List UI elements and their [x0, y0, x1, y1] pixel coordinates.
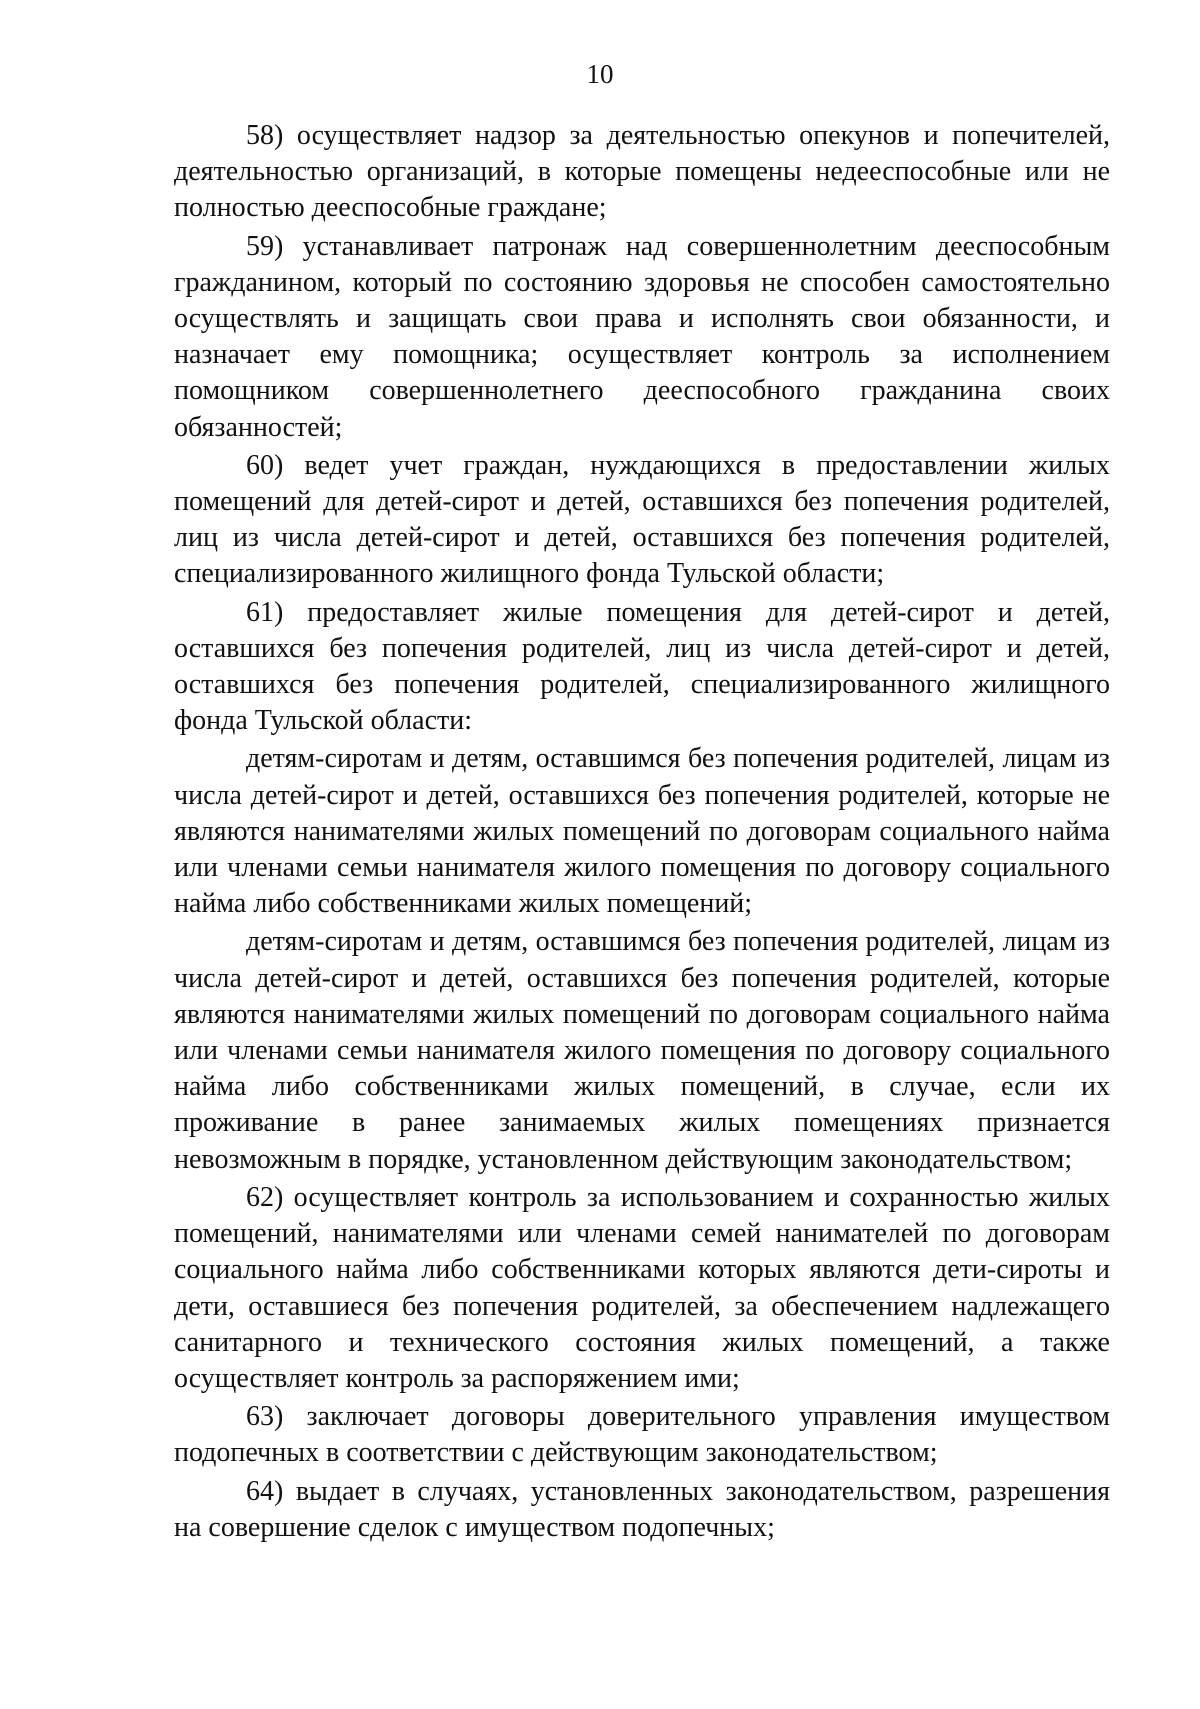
paragraph-63: 63) заключает договоры доверительного управления имуществом подопечных в соответствии с действующим законодательством; — [174, 1401, 1110, 1469]
paragraph-60: 60) ведет учет граждан, нуждающихся в предоставлении жилых помещений для детей-сирот и детей, оставшихся без попечения родителей, лиц из числа детей-сирот и детей, оставшихся без попечения родителей, специализированного жилищного фонда Тульской области; — [174, 449, 1110, 590]
paragraph-59: 59) устанавливает патронаж над совершеннолетним дееспособным гражданином, который по состоянию здоровья не способен самостоятельно осуществлять и защищать свои права и исполнять свои обязанности, и назначает ему помощника; осуществляет контроль за исполнением помощником совершеннолетнего дееспособного гражданина своих обязанностей; — [174, 230, 1110, 443]
paragraph-61-subitem-1: детям-сиротам и детям, оставшимся без попечения родителей, лицам из числа детей-сирот и детей, оставшихся без попечения родителей, которые не являются нанимателями жилых помещений по договорам социального найма или членами семьи нанимателя жилого помещения по договору социального найма либо собственниками жилых помещений; — [174, 743, 1110, 920]
paragraph-64: 64) выдает в случаях, установленных законодательством, разрешения на совершение сделок с имуществом подопечных; — [174, 1475, 1110, 1543]
paragraph-62: 62) осуществляет контроль за использованием и сохранностью жилых помещений, нанимателями или членами семей нанимателей по договорам социального найма либо собственниками которых являются дети-сироты и дети, оставшиеся без попечения родителей, за обеспечением надлежащего санитарного и технического состояния жилых помещений, а также осуществляет контроль за распоряжением ими; — [174, 1181, 1110, 1394]
paragraph-61: 61) предоставляет жилые помещения для детей-сирот и детей, оставшихся без попечения родителей, лиц из числа детей-сирот и детей, оставшихся без попечения родителей, специализированного жилищного фонда Тульской области: — [174, 596, 1110, 737]
document-body — [174, 118, 1110, 1548]
paragraph-58: 58) осуществляет надзор за деятельностью опекунов и попечителей, деятельностью организаций, в которые помещены недееспособные или не полностью дееспособные граждане; — [174, 120, 1110, 224]
page-number: 10 — [586, 59, 614, 89]
paragraph-61-subitem-2: детям-сиротам и детям, оставшимся без попечения родителей, лицам из числа детей-сирот и детей, оставшихся без попечения родителей, которые являются нанимателями жилых помещений по договорам социального найма или членами семьи нанимателя жилого помещения по договору социального найма либо собственниками жилых помещений, в случае, если их проживание в ранее занимаемых жилых помещениях признается невозможным в порядке, установленном действующим законодательством; — [174, 926, 1110, 1175]
